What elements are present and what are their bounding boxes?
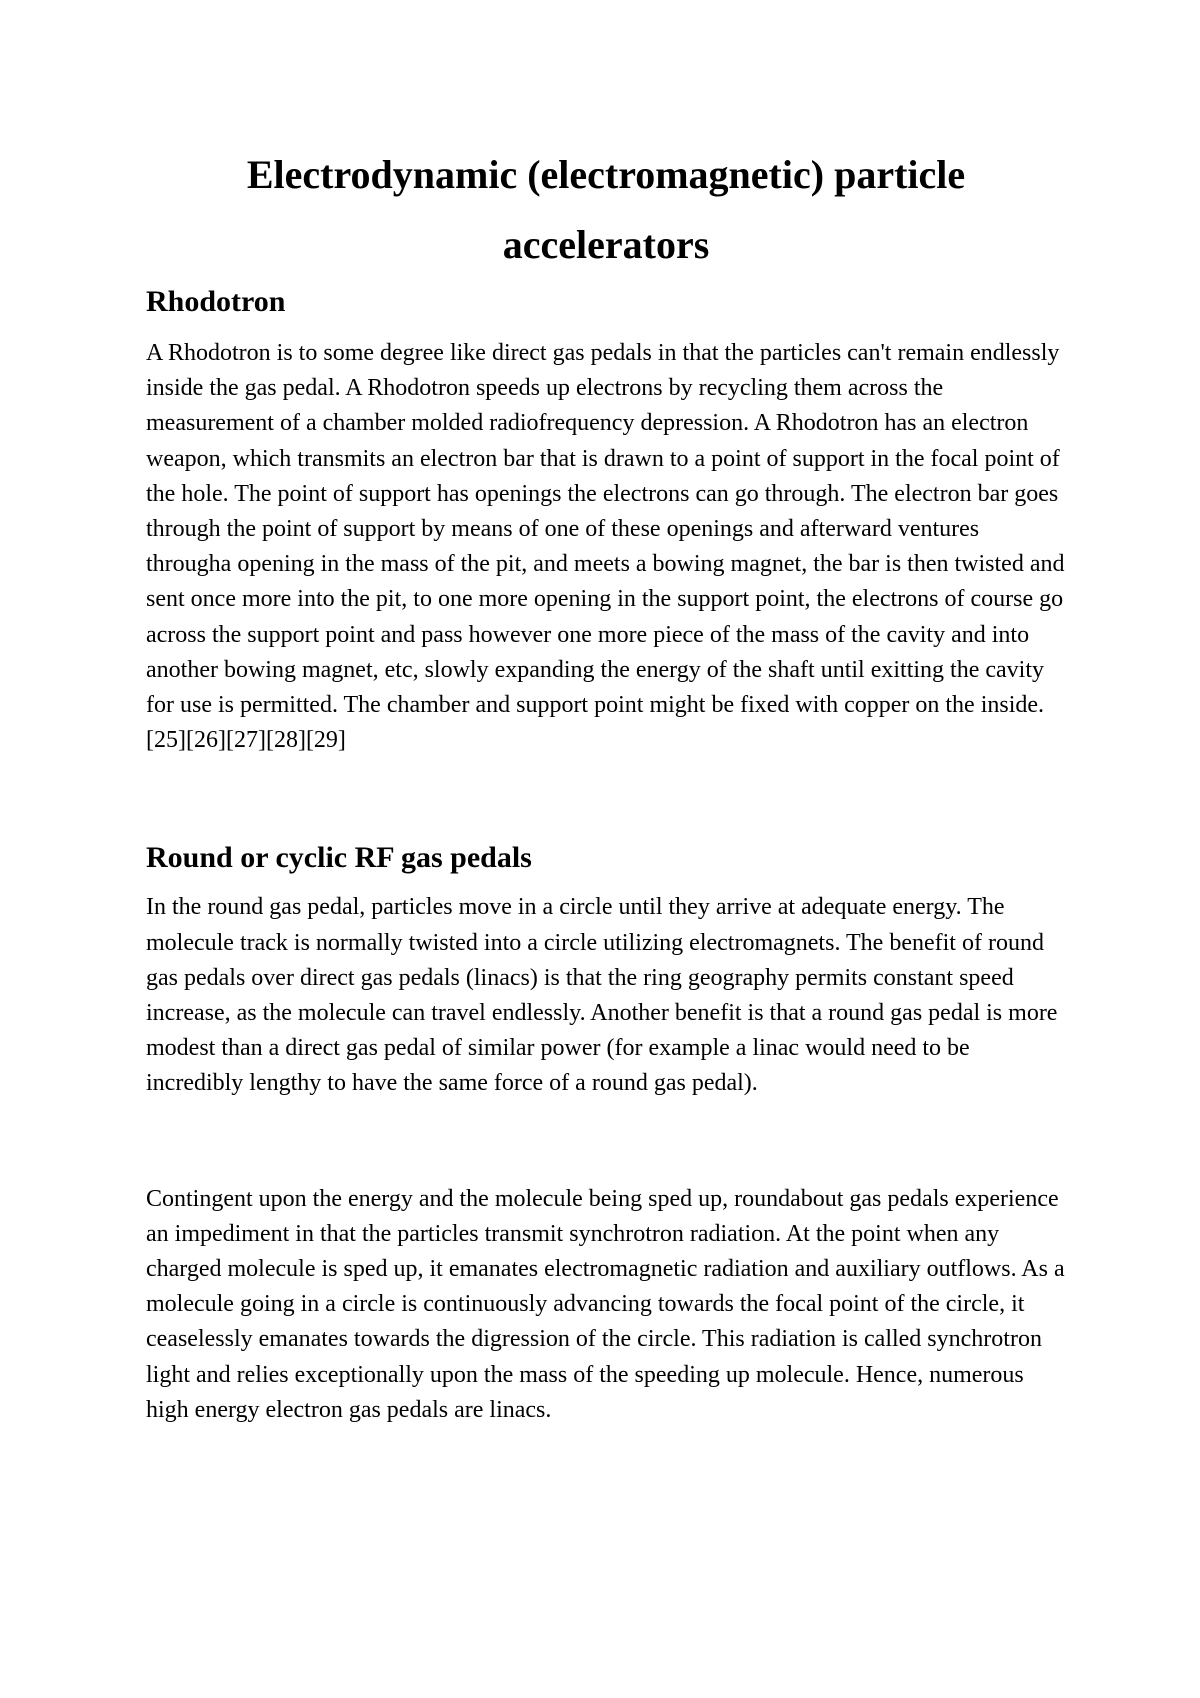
document-title: Electrodynamic (electromagnetic) particle accelerators	[246, 152, 966, 267]
round-gas-pedals-paragraph-2: Contingent upon the energy and the molecule being sped up, roundabout gas pedals experience an impediment in that the particles transmit synchrotron radiation. At the point when any charged molecule is sped up, it emanates electromagnetic radiation and auxiliary outflows. As a molecule going in a circle is continuously advancing towards the focal point of the circle, it ceaselessly emanates towards the digression of the circle. This radiation is called synchrotron light and relies exceptionally upon the mass of the speeding up molecule. Hence, numerous high energy electron gas pedals are linacs.	[146, 1185, 1065, 1423]
round-gas-pedals-paragraph-1: In the round gas pedal, particles move in a circle until they arrive at adequate energy. The molecule track is normally twisted into a circle utilizing electromagnets. The benefit of round gas pedals over direct gas pedals (linacs) is that the ring geography permits constant speed increase, as the molecule can travel endlessly. Another benefit is that a round gas pedal is more modest than a direct gas pedal of similar power (for example a linac would need to be incredibly lengthy to have the same force of a round gas pedal).	[146, 894, 1058, 1097]
section-heading-round-gas-pedals: Round or cyclic RF gas pedals	[146, 841, 532, 875]
document-content	[146, 140, 1066, 1428]
rhodotron-paragraph: A Rhodotron is to some degree like direct gas pedals in that the particles can't remain endlessly inside the gas pedal. A Rhodotron speeds up electrons by recycling them across the measurement of a chamber molded radiofrequency depression. A Rhodotron has an electron weapon, which transmits an electron bar that is drawn to a point of support in the focal point of the hole. The point of support has openings the electrons can go through. The electron bar goes through the point of support by means of one of these openings and afterward ventures througha opening in the mass of the pit, and meets a bowing magnet, the bar is then twisted and sent once more into the pit, to one more opening in the support point, the electrons of course go across the support point and pass however one more piece of the mass of the cavity and into another bowing magnet, etc, slowly expanding the energy of the shaft until exitting the cavity for use is permitted. The chamber and support point might be fixed with copper on the inside.[25][26][27][28][29]	[146, 340, 1065, 754]
section-heading-rhodotron: Rhodotron	[146, 285, 286, 318]
